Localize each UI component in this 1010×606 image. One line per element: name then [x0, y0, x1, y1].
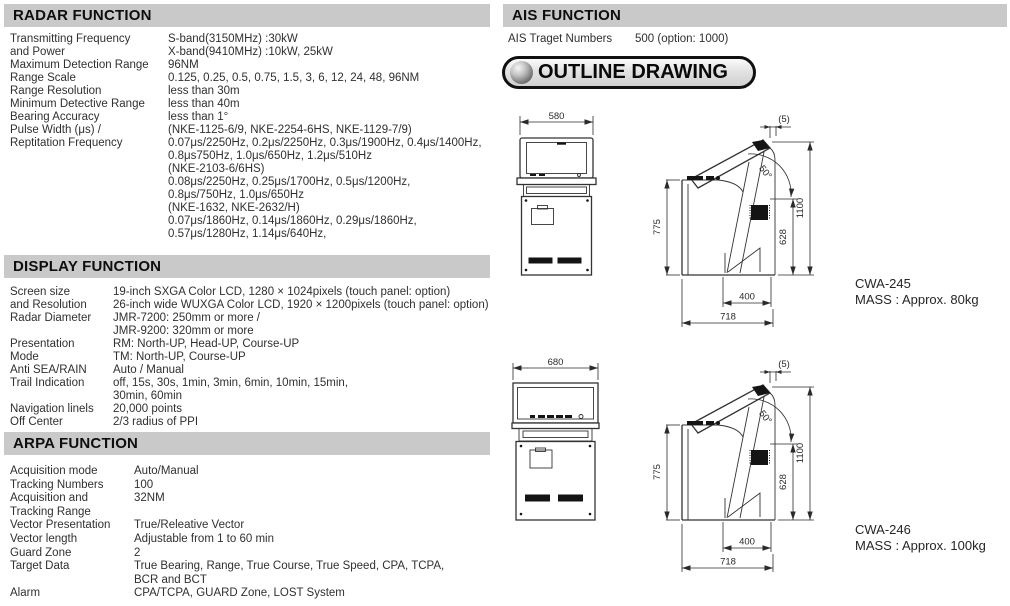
spec-label-line: AIS Traget Numbers: [508, 33, 613, 45]
side-view-cwa245: [652, 114, 814, 327]
display-function-rows: [4, 278, 490, 429]
spec-value-line: JMR-7200: 250mm or more /: [113, 312, 260, 324]
outline-drawing-badge: [502, 56, 756, 89]
spec-label-line: Off Center: [10, 416, 63, 428]
spec-label-line: Tracking Numbers: [10, 478, 104, 491]
display-spec-row: [10, 377, 490, 403]
dim-console-height-label: 775: [652, 464, 663, 480]
spec-value-line: X-band(9410MHz) :10kW, 25kW: [168, 46, 333, 58]
display-spec-row: [10, 286, 490, 312]
spec-label: [10, 465, 134, 479]
outline-drawing-title: OUTLINE DRAWING: [538, 61, 728, 83]
spec-label-line: Maximum Detection Range: [10, 59, 149, 71]
spec-label-line: Trail Indication: [10, 377, 85, 389]
spec-label: [10, 377, 113, 390]
front-view-cwa246: [512, 357, 599, 520]
spec-label: [10, 587, 134, 601]
spec-value: [168, 98, 490, 111]
spec-label: [10, 364, 113, 377]
spec-label-line: Reptitation Frequency: [10, 137, 123, 149]
display-spec-row: [10, 312, 490, 338]
model-mass: MASS : Approx. 80kg: [855, 291, 979, 307]
spec-value-line: (NKE-2103-6/6HS): [168, 163, 265, 175]
spec-label: [10, 547, 134, 561]
spec-label-line: Minimum Detective Range: [10, 98, 145, 110]
spec-value-line: 0.8μs750Hz, 1.0μs/650Hz, 1.2μs/510Hz: [168, 150, 372, 162]
spec-label-line: Guard Zone: [10, 546, 72, 559]
display-function-header: DISPLAY FUNCTION: [4, 255, 490, 278]
radar-spec-row: [10, 111, 490, 124]
spec-value-line: CPA/TCPA, GUARD Zone, LOST System: [134, 587, 345, 600]
spec-label: [10, 98, 168, 111]
dim-front-width-label: 580: [548, 111, 565, 122]
spec-label-line: Range Scale: [10, 72, 76, 84]
spec-value: [134, 479, 490, 493]
radar-spec-row: [10, 72, 490, 85]
model-name: CWA-246: [855, 522, 911, 537]
spec-value: [134, 547, 490, 561]
spec-label: [10, 286, 113, 312]
spec-value-line: S-band(3150MHz) :30kW: [168, 33, 298, 45]
dim-base-depth-label: 400: [739, 291, 755, 303]
spec-value-line: Auto / Manual: [113, 364, 184, 376]
spec-value-line: (NKE-1125-6/9, NKE-2254-6HS, NKE-1129-7/9): [168, 124, 412, 136]
arpa-function-header: ARPA FUNCTION: [4, 432, 490, 455]
spec-value-line: less than 30m: [168, 85, 240, 97]
spec-label-line: and Resolution: [10, 299, 87, 311]
spec-value-line: 0.08μs/2250Hz, 0.25μs/1700Hz, 0.5μs/1200Hz,: [168, 176, 411, 188]
spec-value-line: True/Releative Vector: [134, 519, 245, 532]
spec-value-line: off, 15s, 30s, 1min, 3min, 6min, 10min, 15min,: [113, 377, 349, 389]
spec-value-line: 500 (option: 1000): [635, 33, 729, 45]
arpa-function-section: [4, 432, 490, 601]
spec-value-line: less than 1°: [168, 111, 229, 123]
arpa-spec-row: [10, 587, 490, 601]
outline-drawing-cwa246: [500, 341, 1010, 591]
spec-value-line: 2/3 radius of PPI: [113, 416, 199, 428]
spec-label-line: Vector length: [10, 532, 78, 545]
spec-label-line: Acquisition and: [10, 492, 88, 505]
spec-label-line: Acquisition mode: [10, 465, 98, 477]
display-function-section: [4, 255, 490, 429]
dim-total-height-label: 1100: [795, 197, 806, 219]
spec-label: [508, 33, 635, 46]
dim-base-depth-label: 400: [739, 536, 755, 548]
spec-label-line: Presentation: [10, 338, 75, 350]
spec-value-line: 30min, 60min: [113, 390, 183, 402]
arpa-function-rows: [4, 455, 490, 601]
spec-value-line: 0.07μs/1860Hz, 0.14μs/1860Hz, 0.29μs/1860Hz,: [168, 215, 417, 227]
spec-value-line: 2: [134, 546, 141, 559]
spec-label: [10, 403, 113, 416]
model-name: CWA-245: [855, 276, 911, 291]
dim-tilt-angle-label: 50°: [756, 163, 774, 182]
sphere-icon: [510, 61, 533, 84]
spec-value-line: 96NM: [168, 59, 199, 71]
spec-value: [113, 377, 490, 403]
spec-value: [134, 465, 490, 479]
spec-label: [10, 33, 168, 59]
spec-label: [10, 560, 134, 574]
spec-value: [134, 533, 490, 547]
radar-function-section: [4, 4, 490, 241]
arpa-spec-row: [10, 479, 490, 493]
dim-console-height-label: 775: [652, 219, 663, 235]
spec-label: [10, 111, 168, 124]
spec-label-line: Anti SEA/RAIN: [10, 364, 87, 376]
spec-label: [10, 59, 168, 72]
spec-value-line: (NKE-1632, NKE-2632/H): [168, 202, 300, 214]
arpa-spec-row: [10, 547, 490, 561]
spec-label-line: Target Data: [10, 560, 70, 573]
spec-label-line: Pulse Width (μs) /: [10, 124, 101, 136]
spec-label: [10, 492, 134, 519]
spec-value: [113, 416, 490, 429]
spec-value-line: RM: North-UP, Head-UP, Course-UP: [113, 338, 300, 350]
dim-mid-height-label: 628: [778, 474, 789, 490]
ais-function-section: [503, 4, 1007, 46]
spec-value: [113, 312, 490, 338]
arpa-spec-row: [10, 519, 490, 533]
spec-value: [168, 33, 490, 59]
spec-label-line: and Power: [10, 46, 65, 58]
arpa-spec-row: [10, 533, 490, 547]
model-label-cwa246: [855, 522, 986, 553]
arpa-spec-row: [10, 465, 490, 479]
display-spec-row: [10, 403, 490, 416]
spec-value-line: 100: [134, 478, 154, 491]
spec-label-line: Navigation linels: [10, 403, 94, 415]
display-spec-row: [10, 338, 490, 364]
dim-total-height-label: 1100: [795, 442, 806, 464]
spec-value: [134, 587, 490, 601]
spec-value-line: 26-inch wide WUXGA Color LCD, 1920 × 1200pixels (touch panel: option): [113, 299, 489, 311]
spec-label: [10, 124, 168, 150]
ais-function-header: AIS FUNCTION: [503, 4, 1007, 27]
spec-value-line: TM: North-UP, Course-UP: [113, 351, 246, 363]
radar-spec-row: [10, 33, 490, 59]
spec-value: [168, 111, 490, 124]
radar-function-rows: [4, 27, 490, 241]
dim-top-offset-label: (5): [778, 359, 790, 370]
spec-value: [134, 519, 490, 533]
spec-label: [10, 416, 113, 429]
dim-tilt-angle-label: 50°: [756, 408, 774, 427]
spec-value-line: BCR and BCT: [134, 573, 207, 586]
spec-label-line: Radar Diameter: [10, 312, 92, 324]
spec-value-line: 19-inch SXGA Color LCD, 1280 × 1024pixels (touch panel: option): [113, 286, 451, 298]
spec-value: [168, 124, 490, 241]
spec-value-line: Auto/Manual: [134, 465, 199, 477]
model-label-cwa245: [855, 276, 979, 307]
spec-value: [113, 338, 490, 364]
spec-value-line: 0.125, 0.25, 0.5, 0.75, 1.5, 3, 6, 12, 24, 48, 96NM: [168, 72, 420, 84]
dim-top-offset-label: (5): [778, 114, 790, 125]
spec-value: [635, 33, 1007, 46]
spec-value: [168, 85, 490, 98]
dim-overall-depth-label: 718: [720, 311, 736, 323]
spec-value: [113, 403, 490, 416]
arpa-spec-row: [10, 560, 490, 587]
model-mass: MASS : Approx. 100kg: [855, 537, 986, 553]
spec-value-line: True Bearing, Range, True Course, True Speed, CPA, TCPA,: [134, 560, 445, 573]
side-view-cwa246: [652, 359, 814, 572]
spec-value-line: 0.8μs/750Hz, 1.0μs/650Hz: [168, 189, 304, 201]
spec-label-line: Vector Presentation: [10, 519, 111, 532]
front-view-cwa245: [517, 111, 596, 275]
spec-label-line: Transmitting Frequency: [10, 33, 131, 45]
spec-label: [10, 338, 113, 364]
spec-value: [168, 72, 490, 85]
spec-value: [168, 59, 490, 72]
spec-value-line: 0.57μs/1280Hz, 1.14μs/640Hz,: [168, 228, 327, 240]
spec-label-line: Screen size: [10, 286, 71, 298]
spec-label: [10, 312, 113, 325]
ais-spec-row: [508, 33, 1007, 46]
radar-spec-row: [10, 98, 490, 111]
spec-label: [10, 519, 134, 533]
dim-mid-height-label: 628: [778, 229, 789, 245]
radar-spec-row: [10, 85, 490, 98]
spec-value-line: 32NM: [134, 492, 165, 505]
spec-value: [113, 286, 490, 312]
spec-label-line: Mode: [10, 351, 39, 363]
spec-value-line: 20,000 points: [113, 403, 183, 415]
display-spec-row: [10, 364, 490, 377]
spec-label: [10, 85, 168, 98]
radar-spec-row: [10, 59, 490, 72]
display-spec-row: [10, 416, 490, 429]
ais-function-rows: [503, 27, 1007, 46]
spec-label-line: Tracking Range: [10, 505, 91, 518]
spec-value-line: less than 40m: [168, 98, 240, 110]
spec-value-line: 0.07μs/2250Hz, 0.2μs/2250Hz, 0.3μs/1900Hz, 0.4μs/1400Hz,: [168, 137, 482, 149]
spec-label: [10, 72, 168, 85]
spec-label: [10, 533, 134, 547]
dim-front-width-label: 680: [547, 357, 564, 368]
spec-value: [134, 560, 490, 587]
radar-function-header: RADAR FUNCTION: [4, 4, 490, 27]
arpa-spec-row: [10, 492, 490, 519]
spec-value: [134, 492, 490, 506]
spec-label: [10, 479, 134, 493]
spec-value-line: Adjustable from 1 to 60 min: [134, 532, 274, 545]
dim-overall-depth-label: 718: [720, 556, 736, 568]
spec-value-line: JMR-9200: 320mm or more: [113, 325, 254, 337]
spec-value: [113, 364, 490, 377]
radar-spec-row: [10, 124, 490, 241]
outline-drawing-cwa245: [500, 96, 1010, 346]
spec-label-line: Range Resolution: [10, 85, 102, 97]
spec-label-line: Alarm: [10, 587, 41, 600]
spec-label-line: Bearing Accuracy: [10, 111, 100, 123]
